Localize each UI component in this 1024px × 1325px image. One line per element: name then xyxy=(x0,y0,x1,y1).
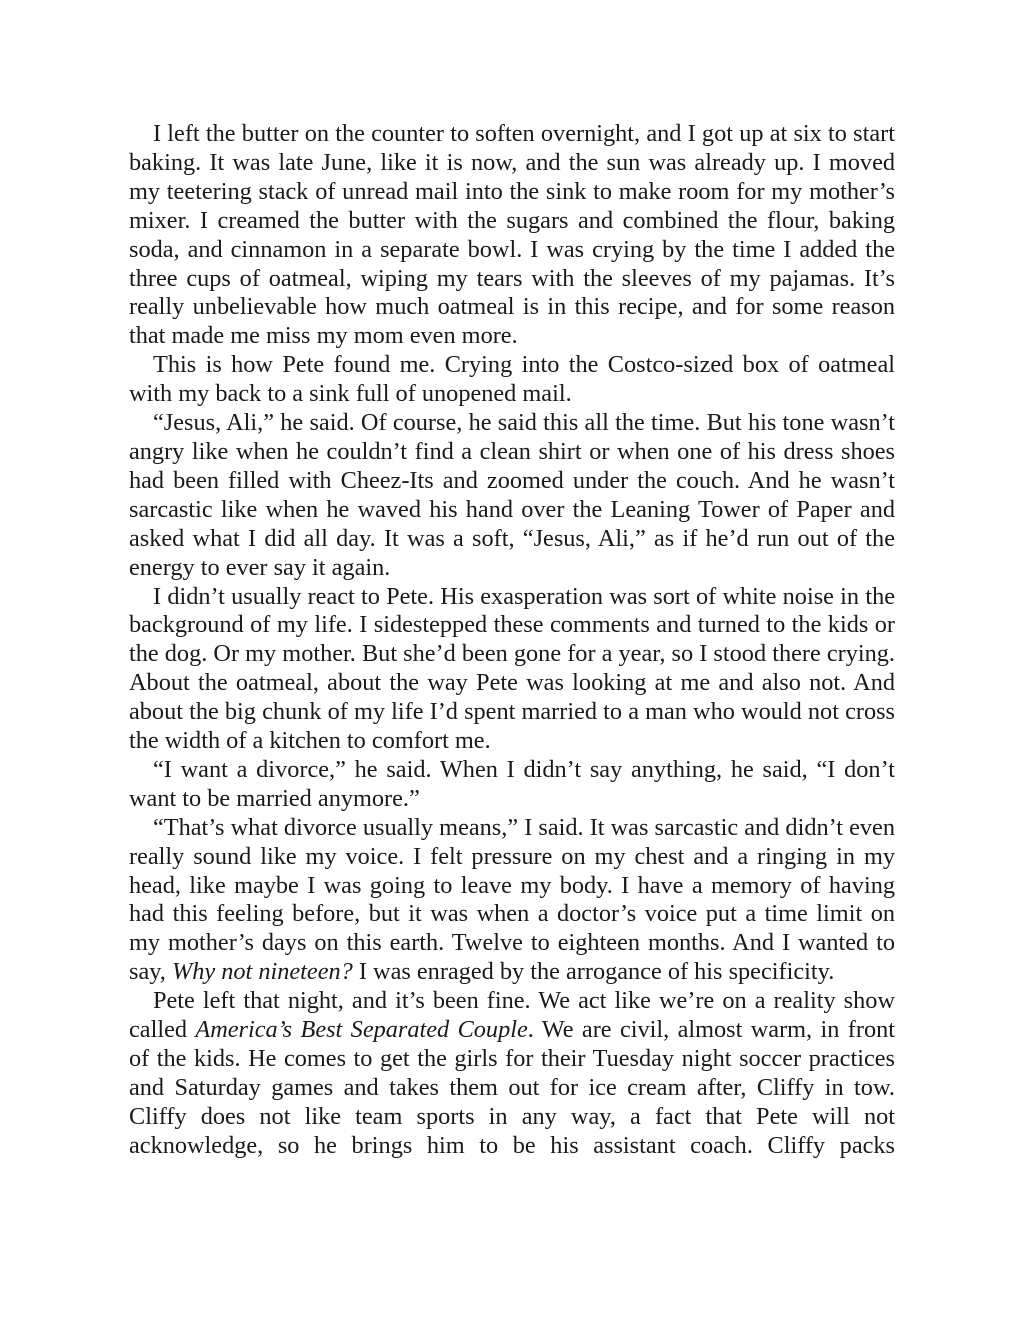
italic-title: America’s Best Separated Couple xyxy=(195,1016,528,1044)
paragraph: I didn’t usually react to Pete. His exasperation was sort of white noise in the background of my life. I sidestepped these comments and turned to the kids or the dog. Or my mother. But she’d been gone for a year, so I stood there crying. About the oatmeal, about the way Pete was looking at me and also not. And about the big chunk of my life I’d spent married to a man who would not cross the width of a kitchen to comfort me. xyxy=(129,582,895,755)
paragraph xyxy=(129,814,895,987)
paragraph xyxy=(129,987,895,1160)
paragraph: “I want a divorce,” he said. When I didn’t say anything, he said, “I don’t want to be married anymore.” xyxy=(129,755,895,812)
italic-phrase: Why not nineteen? xyxy=(171,958,353,986)
paragraph-text: Pete left that night, and it’s been fine. We act like we’re on a reality show called xyxy=(129,987,895,1044)
paragraph-text: . We are civil, almost warm, in front of the kids. He comes to get the girls for their Tuesday night soccer practices and Saturday games and takes them out for ice cream after, Cliffy in tow. Cliffy does not like team sports in any way, a fact that Pete will not acknowledge, so he brings him to be his assistant coach. Cliffy packs xyxy=(129,1016,896,1159)
paragraph: “Jesus, Ali,” he said. Of course, he said this all the time. But his tone wasn’t angry like when he couldn’t find a clean shirt or when one of his dress shoes had been filled with Cheez-Its and zoomed under the couch. And he wasn’t sarcastic like when he waved his hand over the Leaning Tower of Paper and asked what I did all day. It was a soft, “Jesus, Ali,” as if he’d run out of the energy to ever say it again. xyxy=(129,409,895,581)
paragraph: This is how Pete found me. Crying into the Costco-sized box of oatmeal with my back to a sink full of unopened mail. xyxy=(129,351,895,408)
paragraph: I left the butter on the counter to soften overnight, and I got up at six to start baking. It was late June, like it is now, and the sun was already up. I moved my teetering stack of unread mail into the sink to make room for my mother’s mixer. I creamed the butter with the sugars and combined the flour, baking soda, and cinnamon in a separate bowl. I was crying by the time I added the three cups of oatmeal, wiping my tears with the sleeves of my pajamas. It’s really unbelievable how much oatmeal is in this recipe, and for some reason that made me miss my mom even more. xyxy=(129,120,895,350)
paragraph-text: I was enraged by the arrogance of his specificity. xyxy=(352,958,835,986)
document-page xyxy=(129,120,895,1161)
paragraph-text: “That’s what divorce usually means,” I said. It was sarcastic and didn’t even really sound like my voice. I felt pressure on my chest and a ringing in my head, like maybe I was going to leave my body. I have a memory of having had this feeling before, but it was when a doctor’s voice put a time limit on my mother’s days on this earth. Twelve to eighteen months. And I wanted to say, xyxy=(129,813,895,986)
